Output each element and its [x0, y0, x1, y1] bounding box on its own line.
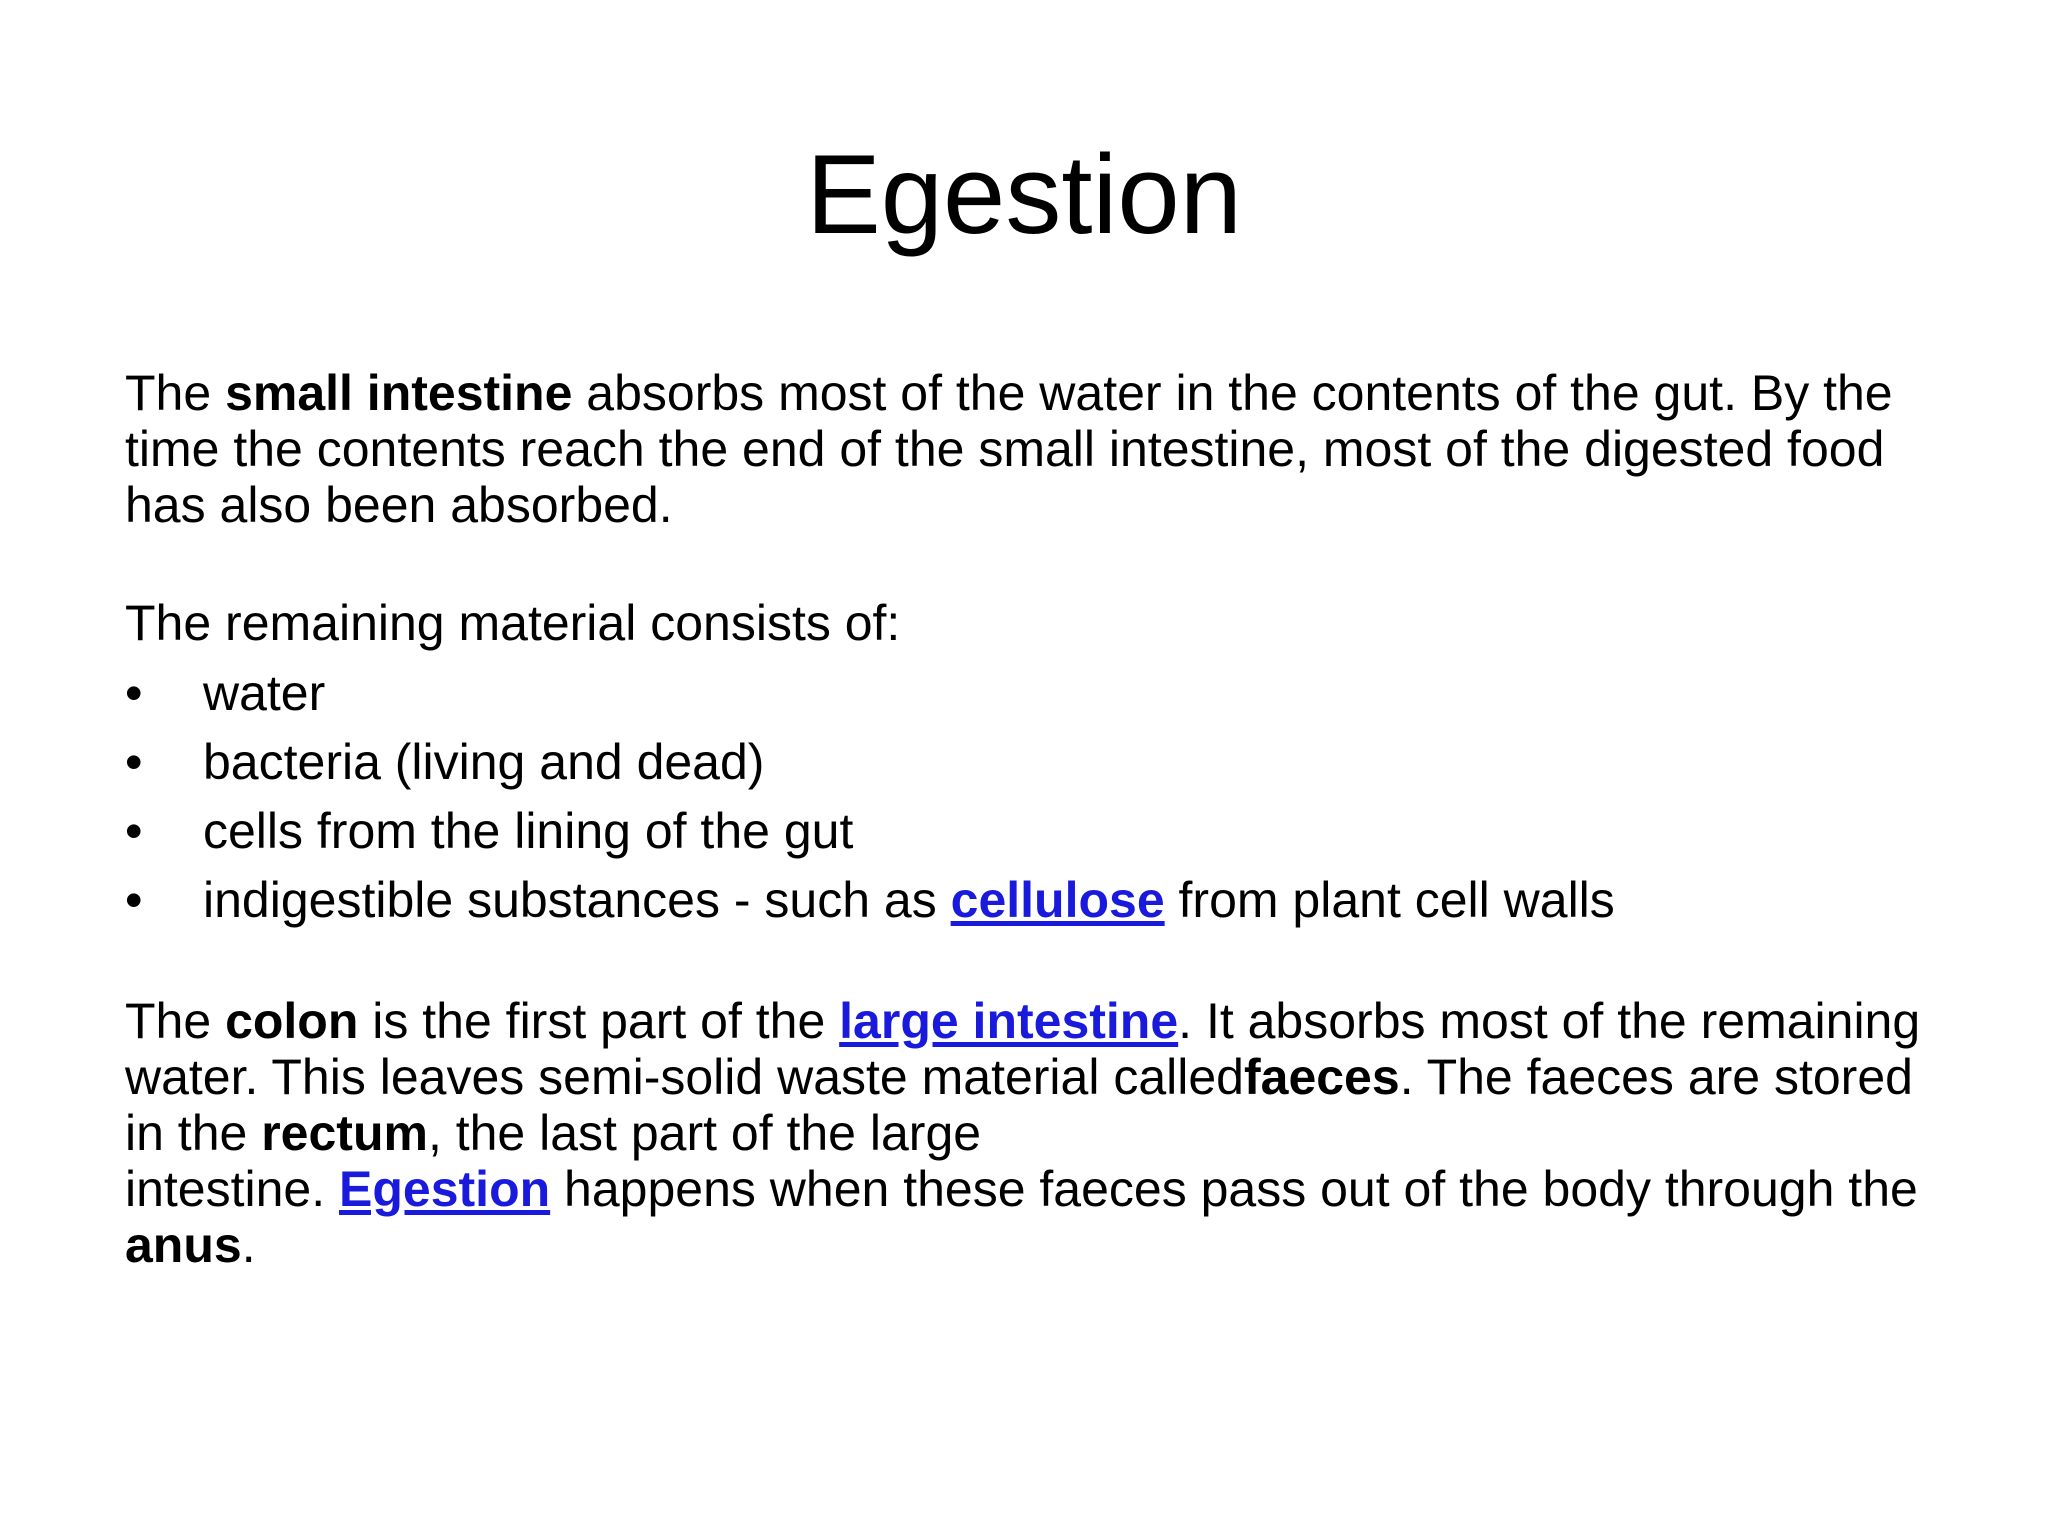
list-item-text: cells from the lining of the gut: [203, 803, 854, 859]
list-item: [125, 659, 1935, 728]
list-lead: The remaining material consists of:: [125, 595, 901, 651]
intro-text-1: The: [125, 365, 226, 421]
term-rectum: rectum: [261, 1105, 428, 1161]
term-anus: anus: [125, 1217, 242, 1273]
egestion-link[interactable]: Egestion: [339, 1161, 551, 1217]
slide-title: Egestion: [806, 132, 1242, 257]
colon-text-8: .: [241, 1217, 256, 1273]
colon-text-4: . The faeces are stored in the: [125, 1049, 1913, 1161]
term-faeces: faeces: [1243, 1049, 1400, 1105]
list-item: [125, 866, 1935, 935]
colon-text-2: is the first part of the: [358, 993, 840, 1049]
bullet-icon: •: [125, 665, 143, 721]
list-item-text: water: [203, 665, 326, 721]
list-item-text: indigestible substances - such as: [203, 872, 951, 928]
list-item-text: bacteria (living and dead): [203, 734, 765, 790]
bullet-icon: •: [125, 872, 143, 928]
slide-body: [125, 365, 1935, 1273]
colon-text-6: intestine.: [125, 1161, 340, 1217]
term-small-intestine: small intestine: [225, 365, 573, 421]
intro-paragraph: [125, 365, 1935, 533]
term-colon: colon: [225, 993, 359, 1049]
material-list: [125, 659, 1935, 935]
colon-text-3: . It absorbs most of the remaining water. This leaves semi-solid waste material called: [125, 993, 1921, 1105]
large-intestine-link[interactable]: large intestine: [839, 993, 1179, 1049]
bullet-icon: •: [125, 803, 143, 859]
bullet-icon: •: [125, 734, 143, 790]
intro-text-2: absorbs most of the water in the contents of the gut. By the time the contents reach the end of the small intestine, most of the digested food has also been absorbed.: [125, 365, 1893, 533]
colon-text-1: The: [125, 993, 226, 1049]
list-item-text-tail: from plant cell walls: [1164, 872, 1615, 928]
list-item: [125, 728, 1935, 797]
colon-text-7: happens when these faeces pass out of the body through the: [550, 1161, 1918, 1217]
list-item: [125, 797, 1935, 866]
cellulose-link[interactable]: cellulose: [950, 872, 1165, 928]
colon-text-5: , the last part of the large: [427, 1105, 982, 1161]
colon-paragraph: [125, 993, 1935, 1273]
